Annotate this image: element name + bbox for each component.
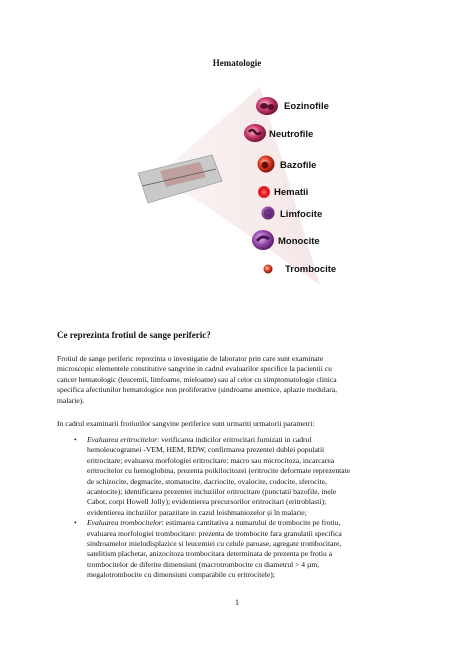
intro-line: malarie). — [57, 395, 85, 405]
list-item-line: megalotrombocite cu dimensiuni comparabile cu eritrocitele); — [87, 570, 275, 580]
list-item-line: eritrocitelor cu hemoglobina, prezenta poikilocitozei (eritrocite deformate reprezentate — [87, 466, 351, 476]
label-bazofile: Bazofile — [280, 160, 317, 171]
label-neutrofile: Neutrofile — [269, 129, 314, 140]
blood-cells-figure — [120, 85, 360, 290]
list-item-line: eritrocitare; evaluarea morfologiei eritrocitare: macro sau microcitoza, incarcarea — [87, 455, 335, 465]
lymphocyte-icon — [262, 207, 275, 220]
bullet-icon: • — [74, 518, 77, 528]
list-item-line: Cabot, corpi Howell Jolly); evidentierea precursorilor eritrocitari (eritroblasti); — [87, 497, 327, 507]
label-trombocite: Trombocite — [285, 264, 337, 275]
intro-line: Frotiul de sange periferic reprezinta o investigatie de laborator prin care sunt examinate — [57, 354, 324, 363]
list-item-line: evidentierea incluziilor parazitare in cazul leishmaniozelor și în malarie; — [87, 507, 307, 517]
label-limfocite: Limfocite — [280, 209, 323, 220]
list-item-line: Evaluarea trombocitelor: estimarea cantitativa a numarului de trombocite pe frotiu, — [87, 518, 341, 528]
thrombocyte-icon — [264, 265, 273, 274]
monocyte-icon — [252, 230, 274, 250]
neutrophil-icon — [244, 124, 266, 142]
eosinophil-icon — [256, 97, 278, 115]
parameters-intro: In cadrul examinarii frotiurilor sangvine periferice sunt urmariti urmatorii parametri: — [57, 419, 315, 428]
list-item — [57, 435, 422, 518]
list-item-line: trombocitelor de diferite dimensiuni (macrotrombocite cu diametrul > 4 µm, — [87, 559, 320, 569]
intro-line: cancer hematologic (leucemii, limfoame, mieloame) sau al celor cu simptomatologie clinica — [57, 374, 337, 384]
list-item-line: de schizocite, degmacite, stomatocite, dacriocite, ovalocite, codocite, sferocite, — [87, 476, 327, 486]
list-item-lead: Evaluarea eritrocitelor — [87, 435, 158, 444]
label-eozinofile: Eozinofile — [284, 101, 329, 112]
section-heading: Ce reprezinta frotiul de sange periferic? — [57, 330, 211, 340]
intro-line: specifica afectiunilor hematologice non proliferative (sindroame anemice, aplazie medulara, — [57, 385, 337, 395]
intro-paragraph — [57, 354, 422, 406]
list-item-line: acantocite); identificarea prezentei incluziilor eritrocitare (punctatii bazofile, inele — [87, 487, 337, 497]
list-item-line: satelitism plachetar, anizocitoza trombocitara determinata de prezenta pe frotiu a — [87, 549, 333, 559]
list-item-line: evaluarea morfologiei trombocitare: prezenta de trombocite fara granulatii specifica — [87, 528, 342, 538]
label-monocite: Monocite — [278, 236, 320, 247]
erythrocyte-icon — [258, 186, 270, 198]
label-hematii: Hematii — [274, 187, 309, 198]
list-item-lead: Evaluarea trombocitelor — [87, 518, 162, 528]
list-item-line: Evaluarea eritrocitelor: verificarea indicilor eritrocitari furnizati in cadrul — [87, 435, 312, 444]
bullet-icon: • — [74, 435, 77, 444]
basophil-icon — [258, 156, 275, 173]
list-item-line: hemoleucogramei -VEM, HEM, RDW, confirmarea prezentei dublei populatii — [87, 445, 325, 455]
list-item — [57, 518, 422, 580]
parameters-list — [57, 435, 422, 581]
list-item-line: sindroamelor mielodisplazice si leucemiei cu celule paroase, agregate trombocitare, — [87, 539, 342, 549]
page-number: 1 — [235, 598, 239, 607]
intro-line: microscopic elementele constitutive sangvine in cadrul evaluarilor specifice la pacientii cu — [57, 364, 332, 374]
page-title: Hematologie — [212, 58, 262, 68]
